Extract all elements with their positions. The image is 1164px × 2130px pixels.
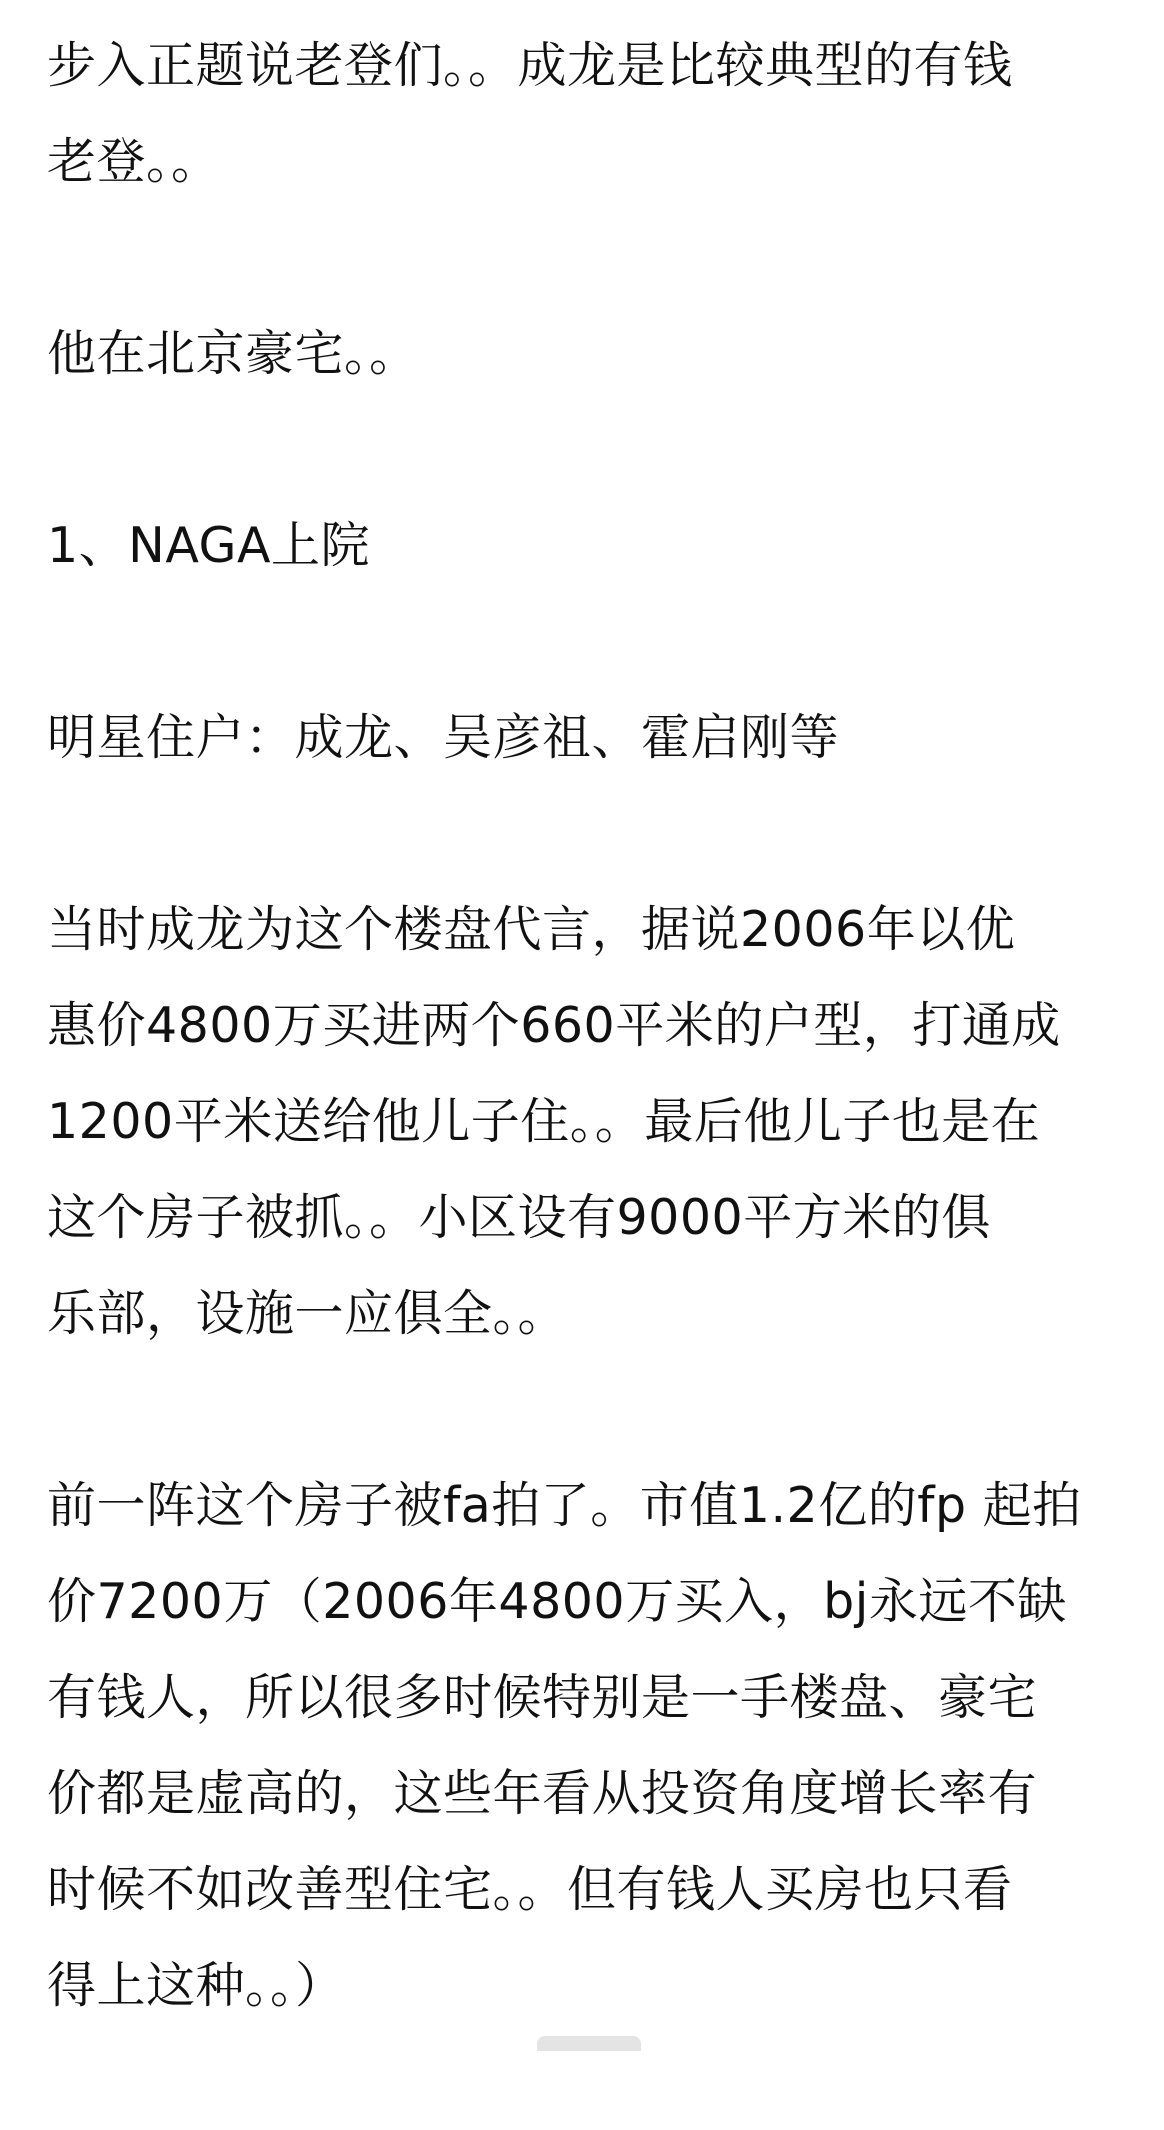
text-line: 价都是虚高的，这些年看从投资角度增长率有	[47, 1765, 1038, 1822]
text-line: 时候不如改善型住宅。。但有钱人买房也只看	[47, 1861, 1013, 1918]
text-line: 当时成龙为这个楼盘代言，据说2006年以优	[47, 901, 1016, 958]
text-line: 1、NAGA上院	[47, 517, 370, 574]
text-line: 他在北京豪宅。。	[47, 325, 419, 382]
text-line: 惠价4800万买进两个660平米的户型，打通成	[47, 997, 1061, 1054]
paragraph-residents	[47, 690, 1127, 786]
paragraph-history	[47, 882, 1127, 1362]
text-line: 步入正题说老登们。。成龙是比较典型的有钱	[47, 37, 1013, 94]
text-line: 有钱人，所以很多时候特别是一手楼盘、豪宅	[47, 1669, 1038, 1726]
paragraph-residence	[47, 306, 1127, 402]
text-line: 明星住户：成龙、吴彦祖、霍启刚等	[47, 709, 840, 766]
article-body	[47, 18, 1127, 2130]
text-line: 乐部，设施一应俱全。。	[47, 1285, 568, 1342]
text-line: 前一阵这个房子被fa拍了。市值1.2亿的fp 起拍	[47, 1477, 1082, 1534]
text-line: 价7200万（2006年4800万买入，bj永远不缺	[47, 1573, 1067, 1630]
paragraph-intro	[47, 18, 1127, 210]
paragraph-auction	[47, 1458, 1127, 2034]
text-line: 1200平米送给他儿子住。。最后他儿子也是在	[47, 1093, 1041, 1150]
scroll-handle[interactable]	[537, 2036, 641, 2051]
text-line: 得上这种。。）	[47, 1957, 345, 2014]
paragraph-item-heading	[47, 498, 1127, 594]
text-line: 这个房子被抓。。小区设有9000平方米的俱	[47, 1189, 991, 1246]
text-line: 老登。。	[47, 133, 221, 190]
